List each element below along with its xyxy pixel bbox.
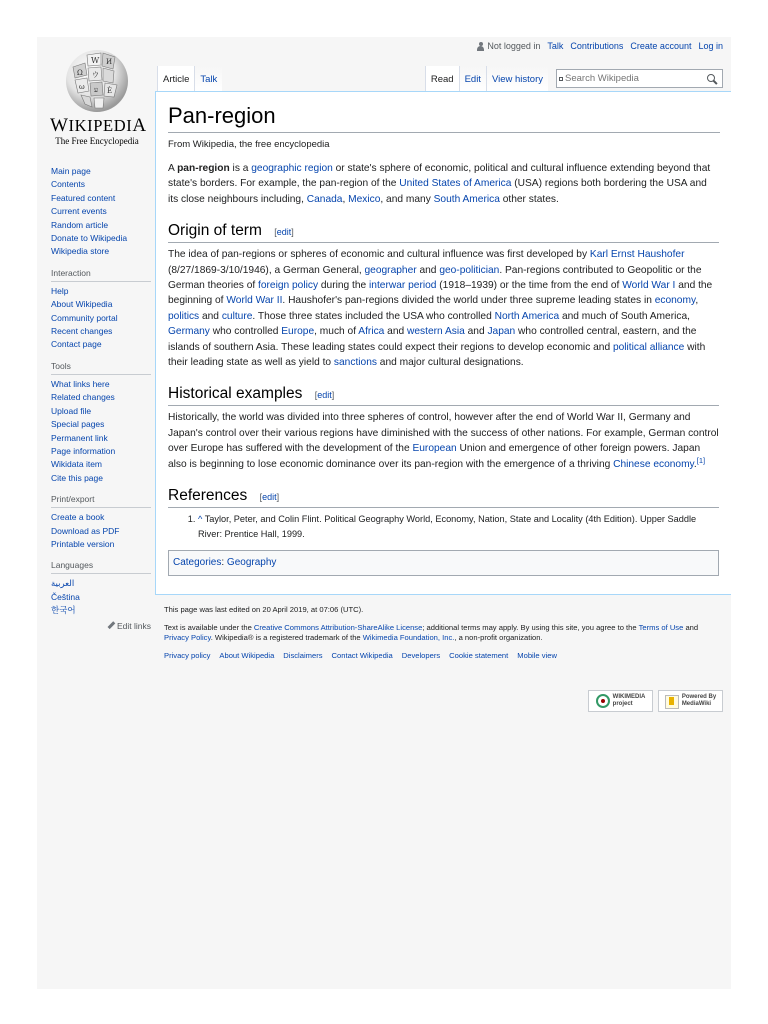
- sidebar-item-about-wikipedia[interactable]: About Wikipedia: [51, 299, 113, 310]
- edit-section-historical: [edit]: [314, 390, 335, 401]
- sidebar-item-main-page[interactable]: Main page: [51, 166, 91, 176]
- inline-link[interactable]: Terms of Use: [638, 622, 684, 632]
- sidebar-item-lang-arabic[interactable]: العربية: [51, 578, 75, 589]
- inline-link[interactable]: European: [412, 443, 457, 455]
- inline-link[interactable]: Africa: [358, 326, 385, 338]
- edit-section-origin-link[interactable]: edit: [276, 227, 292, 238]
- reference-backlink[interactable]: ^: [198, 514, 203, 525]
- page-title: Pan-region: [168, 102, 720, 133]
- footer: [164, 605, 724, 707]
- view-tabs: [425, 66, 723, 91]
- license-notice: Text is available under the Creative Commons Attribution-ShareAlike License; additional terms may apply. By using this site, you agree to the Terms of Use and Privacy Policy. Wikipedia® is a registered trademark of the Wikimedia Foundation, Inc., a non-profit organization.: [164, 622, 699, 642]
- tab-article[interactable]: Article: [157, 66, 194, 91]
- reference-text: Taylor, Peter, and Colin Flint. Political Geography World, Economy, Nation, State and Locality (4th Edition). Upper Saddle River: Prentice Hall, 1999.: [198, 514, 697, 539]
- log-in-link[interactable]: Log in: [698, 41, 723, 51]
- inline-link[interactable]: Chinese economy: [613, 458, 694, 470]
- interaction-heading: Interaction: [51, 268, 151, 282]
- svg-text:ω: ω: [79, 83, 85, 91]
- section-heading-references: [168, 486, 719, 508]
- footer-about-wikipedia[interactable]: About Wikipedia: [219, 650, 275, 660]
- historical-paragraph: Historically, the world was divided into three spheres of control, however after the end of World War II, Germany and Japan's control over their various regions have diminished with the success of other nations. For example, German control over Europe has suffered with the development of the European Union and emergence of other foreign powers. Japan also is beginning to lose economic dominance over its pan-region with the emergence of a thriving Chinese economy.[1]: [168, 412, 719, 470]
- inline-link[interactable]: World War II: [226, 295, 283, 307]
- sidebar-item-lang-czech[interactable]: Čeština: [51, 591, 80, 602]
- inline-link[interactable]: Europe: [281, 326, 315, 338]
- powered-by-mediawiki-badge[interactable]: [658, 690, 723, 712]
- mediawiki-logo-icon: [665, 694, 679, 708]
- page: [37, 37, 731, 989]
- sidebar: [51, 165, 151, 640]
- sidebar-item-contents[interactable]: Contents: [51, 179, 86, 190]
- inline-link[interactable]: western Asia: [407, 326, 465, 338]
- footer-icons: [588, 690, 723, 712]
- edit-section-references: [edit]: [259, 492, 280, 503]
- globe-icon: [61, 45, 133, 113]
- inline-link[interactable]: geographic region: [251, 163, 333, 174]
- inline-link[interactable]: culture: [221, 310, 253, 322]
- wikimedia-badge-line2: project: [612, 701, 633, 707]
- categories-label[interactable]: Categories: [173, 557, 222, 569]
- print-export-portlet: [51, 494, 151, 551]
- citation-link[interactable]: [1]: [696, 455, 706, 465]
- search-box: [556, 69, 723, 88]
- sidebar-item-special-pages[interactable]: Special pages: [51, 419, 105, 430]
- origin-paragraph: The idea of pan-regions or spheres of economic and cultural influence was first developed by Karl Ernst Haushofer (8/27/1869-3/10/1946), a German General, geographer and geo-politician. Pan-regions contributed to Geopolitic or the German theories of foreign policy during the interwar period (1918–1939) or the time from the end of World War I and the beginning of World War II. Haushofer's pan-regions divided the world under three supreme leading states in economy, politics and culture. Those three states included the USA who controlled North America and much of South America, Germany who controlled Europe, much of Africa and western Asia and Japan who controlled central, eastern, and the islands of southern Asia. These leading states could expect their regions to develop economic and political alliance with their leading state as well as yield to sanctions and major cultural designations.: [168, 249, 713, 369]
- citation: [697, 456, 705, 465]
- sidebar-item-wikipedia-store[interactable]: Wikipedia store: [51, 246, 110, 257]
- inline-link[interactable]: Germany: [168, 326, 210, 338]
- sidebar-item-community-portal[interactable]: Community portal: [51, 312, 118, 323]
- inline-link[interactable]: North America: [494, 310, 560, 322]
- pencil-icon: [107, 621, 115, 629]
- svg-text:Ѐ: Ѐ: [107, 87, 113, 95]
- talk-link[interactable]: Talk: [547, 41, 564, 51]
- languages-heading: Languages: [51, 560, 151, 574]
- sidebar-item-permanent-link[interactable]: Permanent link: [51, 432, 108, 443]
- footer-disclaimers[interactable]: Disclaimers: [283, 650, 323, 660]
- sidebar-item-what-links-here[interactable]: What links here: [51, 378, 110, 389]
- svg-text:Ω: Ω: [77, 69, 83, 77]
- inline-link[interactable]: geo-politician: [439, 264, 500, 276]
- footer-places: [164, 651, 724, 660]
- section-title-origin: Origin of term: [168, 222, 262, 240]
- section-heading-origin: [168, 221, 719, 243]
- personal-tools: [476, 41, 723, 51]
- tools-heading: Tools: [51, 361, 151, 375]
- inline-link[interactable]: World War I: [622, 280, 676, 292]
- inline-link[interactable]: Canada: [306, 193, 343, 205]
- create-account-link[interactable]: Create account: [630, 41, 692, 51]
- inline-link[interactable]: foreign policy: [258, 280, 319, 292]
- edit-section-references-link[interactable]: edit: [262, 492, 277, 503]
- section-title-references: References: [168, 487, 248, 505]
- inline-link[interactable]: Wikimedia Foundation, Inc.: [362, 633, 455, 642]
- wikipedia-logo[interactable]: [50, 45, 147, 151]
- inline-link[interactable]: South America: [433, 193, 500, 205]
- search-icon[interactable]: [707, 74, 717, 84]
- inline-link[interactable]: politics: [168, 310, 200, 322]
- sidebar-item-cite-this-page[interactable]: Cite this page: [51, 472, 103, 483]
- article-body: [168, 161, 719, 576]
- footer-contact-wikipedia[interactable]: Contact Wikipedia: [331, 650, 393, 660]
- sidebar-item-related-changes[interactable]: Related changes: [51, 392, 115, 403]
- interaction-portlet: [51, 268, 151, 352]
- inline-link[interactable]: political alliance: [612, 341, 685, 353]
- wikipedia-tagline: The Free Encyclopedia: [55, 136, 139, 146]
- sidebar-item-current-events[interactable]: Current events: [51, 206, 107, 217]
- wikimedia-project-badge[interactable]: [588, 690, 653, 712]
- navigation-portlet: [51, 165, 151, 259]
- inline-link[interactable]: Creative Commons Attribution-ShareAlike License: [253, 622, 423, 632]
- last-edited-notice: This page was last edited on 20 April 2019, at 07:06 (UTC).: [164, 605, 364, 614]
- sidebar-item-page-information[interactable]: Page information: [51, 445, 116, 456]
- sidebar-item-download-as-pdf[interactable]: Download as PDF: [51, 525, 120, 536]
- sidebar-item-lang-korean[interactable]: 한국어: [51, 605, 76, 616]
- svg-text:W: W: [91, 56, 100, 65]
- contributions-link[interactable]: Contributions: [570, 41, 624, 51]
- svg-text:И: И: [106, 58, 113, 66]
- category-links: Categories: Geography: [168, 550, 719, 575]
- references-list: [198, 512, 719, 541]
- tools-portlet: [51, 361, 151, 485]
- search-input[interactable]: [557, 70, 697, 87]
- svg-text:ウ: ウ: [92, 71, 99, 79]
- bold-term: pan-region: [177, 163, 230, 174]
- sidebar-item-recent-changes[interactable]: Recent changes: [51, 326, 113, 337]
- tab-edit[interactable]: Edit: [459, 66, 486, 91]
- user-icon: [476, 42, 485, 51]
- edit-section-historical-link[interactable]: edit: [317, 390, 332, 401]
- category-geography[interactable]: Geography: [226, 557, 277, 569]
- footer-cookie-statement[interactable]: Cookie statement: [449, 650, 509, 660]
- search-indicator-icon: [559, 77, 563, 81]
- tab-view-history[interactable]: View history: [486, 66, 548, 91]
- svg-text:ע: ע: [94, 86, 98, 94]
- print-export-heading: Print/export: [51, 494, 151, 508]
- footer-mobile-view[interactable]: Mobile view: [517, 650, 557, 660]
- user-status: [476, 41, 540, 51]
- inline-link[interactable]: interwar period: [369, 280, 437, 292]
- inline-link[interactable]: economy: [654, 295, 696, 307]
- edit-section-origin: [edit]: [274, 227, 294, 238]
- footer-privacy-policy[interactable]: Privacy policy: [164, 650, 211, 660]
- inline-link[interactable]: sanctions: [333, 357, 377, 369]
- sidebar-item-featured-content[interactable]: Featured content: [51, 192, 116, 203]
- wikimedia-logo-icon: [596, 694, 610, 708]
- section-title-historical: Historical examples: [168, 385, 303, 403]
- sidebar-item-upload-file[interactable]: Upload file: [51, 405, 92, 416]
- tab-read[interactable]: Read: [425, 66, 459, 91]
- wikipedia-wordmark: WIKIPEDIA: [50, 115, 147, 136]
- article-content: [155, 91, 731, 595]
- sidebar-item-wikidata-item[interactable]: Wikidata item: [51, 459, 103, 470]
- inline-link[interactable]: Mexico: [348, 193, 381, 205]
- intro-paragraph: A pan-region is a geographic region or state's sphere of economic, political and cultural influence extending beyond that state's borders. For example, the pan-region of the United States of America (USA) regions both bordering the USA and its close neighbours including, Canada, Mexico, and many South America other states.: [168, 163, 711, 205]
- footer-developers[interactable]: Developers: [401, 650, 441, 660]
- inline-link[interactable]: geographer: [364, 264, 417, 276]
- tab-talk[interactable]: Talk: [194, 66, 222, 91]
- user-status-label: Not logged in: [487, 41, 541, 51]
- edit-links-label: Edit links: [116, 620, 151, 631]
- namespace-tabs: [157, 66, 222, 91]
- mediawiki-badge-line1: Powered By: [681, 694, 717, 700]
- inline-link[interactable]: Japan: [487, 326, 516, 338]
- sidebar-item-help[interactable]: Help: [51, 285, 69, 296]
- mediawiki-badge-line2: MediaWiki: [681, 701, 712, 707]
- inline-link[interactable]: United States of America: [399, 178, 512, 190]
- sidebar-item-printable-version[interactable]: Printable version: [51, 538, 115, 549]
- sidebar-item-donate[interactable]: Donate to Wikipedia: [51, 233, 128, 244]
- section-heading-historical: [168, 384, 719, 406]
- sidebar-item-create-a-book[interactable]: Create a book: [51, 512, 105, 523]
- wikimedia-badge-line1: WIKIMEDIA: [612, 694, 646, 700]
- inline-link[interactable]: Privacy Policy: [164, 633, 211, 642]
- sidebar-item-random-article[interactable]: Random article: [51, 219, 109, 230]
- inline-link[interactable]: Karl Ernst Haushofer: [589, 249, 685, 261]
- languages-portlet: [51, 560, 151, 630]
- sidebar-item-contact-page[interactable]: Contact page: [51, 339, 102, 350]
- reference-item: [198, 512, 719, 541]
- edit-links[interactable]: [51, 621, 151, 631]
- site-subtitle: From Wikipedia, the free encyclopedia: [168, 139, 330, 150]
